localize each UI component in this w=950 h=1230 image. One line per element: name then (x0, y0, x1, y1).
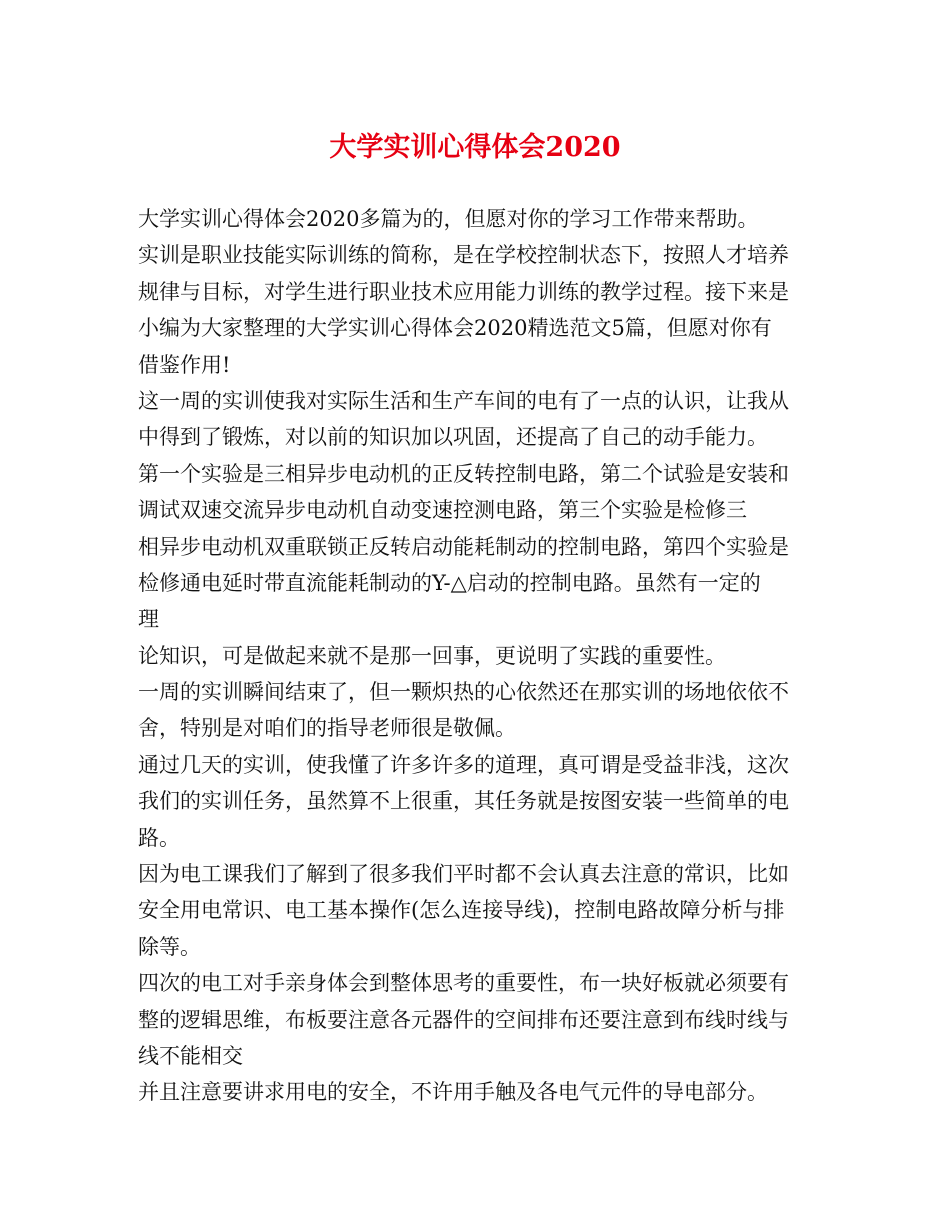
body-line: 第一个实验是三相异步电动机的正反转控制电路，第二个试验是安装和 (138, 461, 789, 486)
body-line: 路。 (138, 825, 180, 850)
body-line: 理 (138, 607, 159, 632)
body-line: 四次的电工对手亲身体会到整体思考的重要性，布一块好板就必须要有 (138, 971, 789, 996)
body-line: 规律与目标，对学生进行职业技术应用能力训练的教学过程。接下来是 (138, 279, 789, 304)
body-line: 这一周的实训使我对实际生活和生产车间的电有了一点的认识，让我从 (138, 388, 789, 413)
body-line: 一周的实训瞬间结束了，但一颗炽热的心依然还在那实训的场地依依不 (138, 680, 789, 705)
body-line: 论知识，可是做起来就不是那一回事，更说明了实践的重要性。 (138, 643, 726, 668)
body-line: 小编为大家整理的大学实训心得体会2020精选范文5篇，但愿对你有 (138, 316, 772, 341)
document-title: 大学实训心得体会2020 (329, 132, 621, 163)
body-line: 除等。 (138, 934, 201, 959)
body-line: 借鉴作用! (138, 352, 231, 377)
document-body (138, 201, 818, 1111)
body-line: 相异步电动机双重联锁正反转启动能耗制动的控制电路，第四个实验是 (138, 534, 789, 559)
body-line: 整的逻辑思维，布板要注意各元器件的空间排布还要注意到布线时线与 (138, 1007, 789, 1032)
body-line: 并且注意要讲求用电的安全，不许用手触及各电气元件的导电部分。 (138, 1080, 768, 1105)
body-line: 安全用电常识、电工基本操作(怎么连接导线)，控制电路故障分析与排 (138, 898, 785, 923)
body-line: 线不能相交 (138, 1043, 243, 1068)
body-line: 调试双速交流异步电动机自动变速控测电路，第三个实验是检修三 (138, 498, 747, 523)
body-line: 大学实训心得体会2020多篇为的，但愿对你的学习工作带来帮助。 (138, 207, 759, 231)
body-line: 通过几天的实训，使我懂了许多许多的道理，真可谓是受益非浅，这次 (138, 752, 789, 777)
body-line: 舍，特别是对咱们的指导老师很是敬佩。 (138, 716, 516, 741)
body-line: 中得到了锻炼，对以前的知识加以巩固，还提高了自己的动手能力。 (138, 425, 768, 450)
body-line: 检修通电延时带直流能耗制动的Y-△启动的控制电路。虽然有一定的 (138, 570, 761, 595)
body-line: 因为电工课我们了解到了很多我们平时都不会认真去注意的常识，比如 (138, 862, 789, 887)
body-line: 我们的实训任务，虽然算不上很重，其任务就是按图安装一些简单的电 (138, 789, 789, 814)
body-line: 实训是职业技能实际训练的简称，是在学校控制状态下，按照人才培养 (138, 243, 789, 268)
